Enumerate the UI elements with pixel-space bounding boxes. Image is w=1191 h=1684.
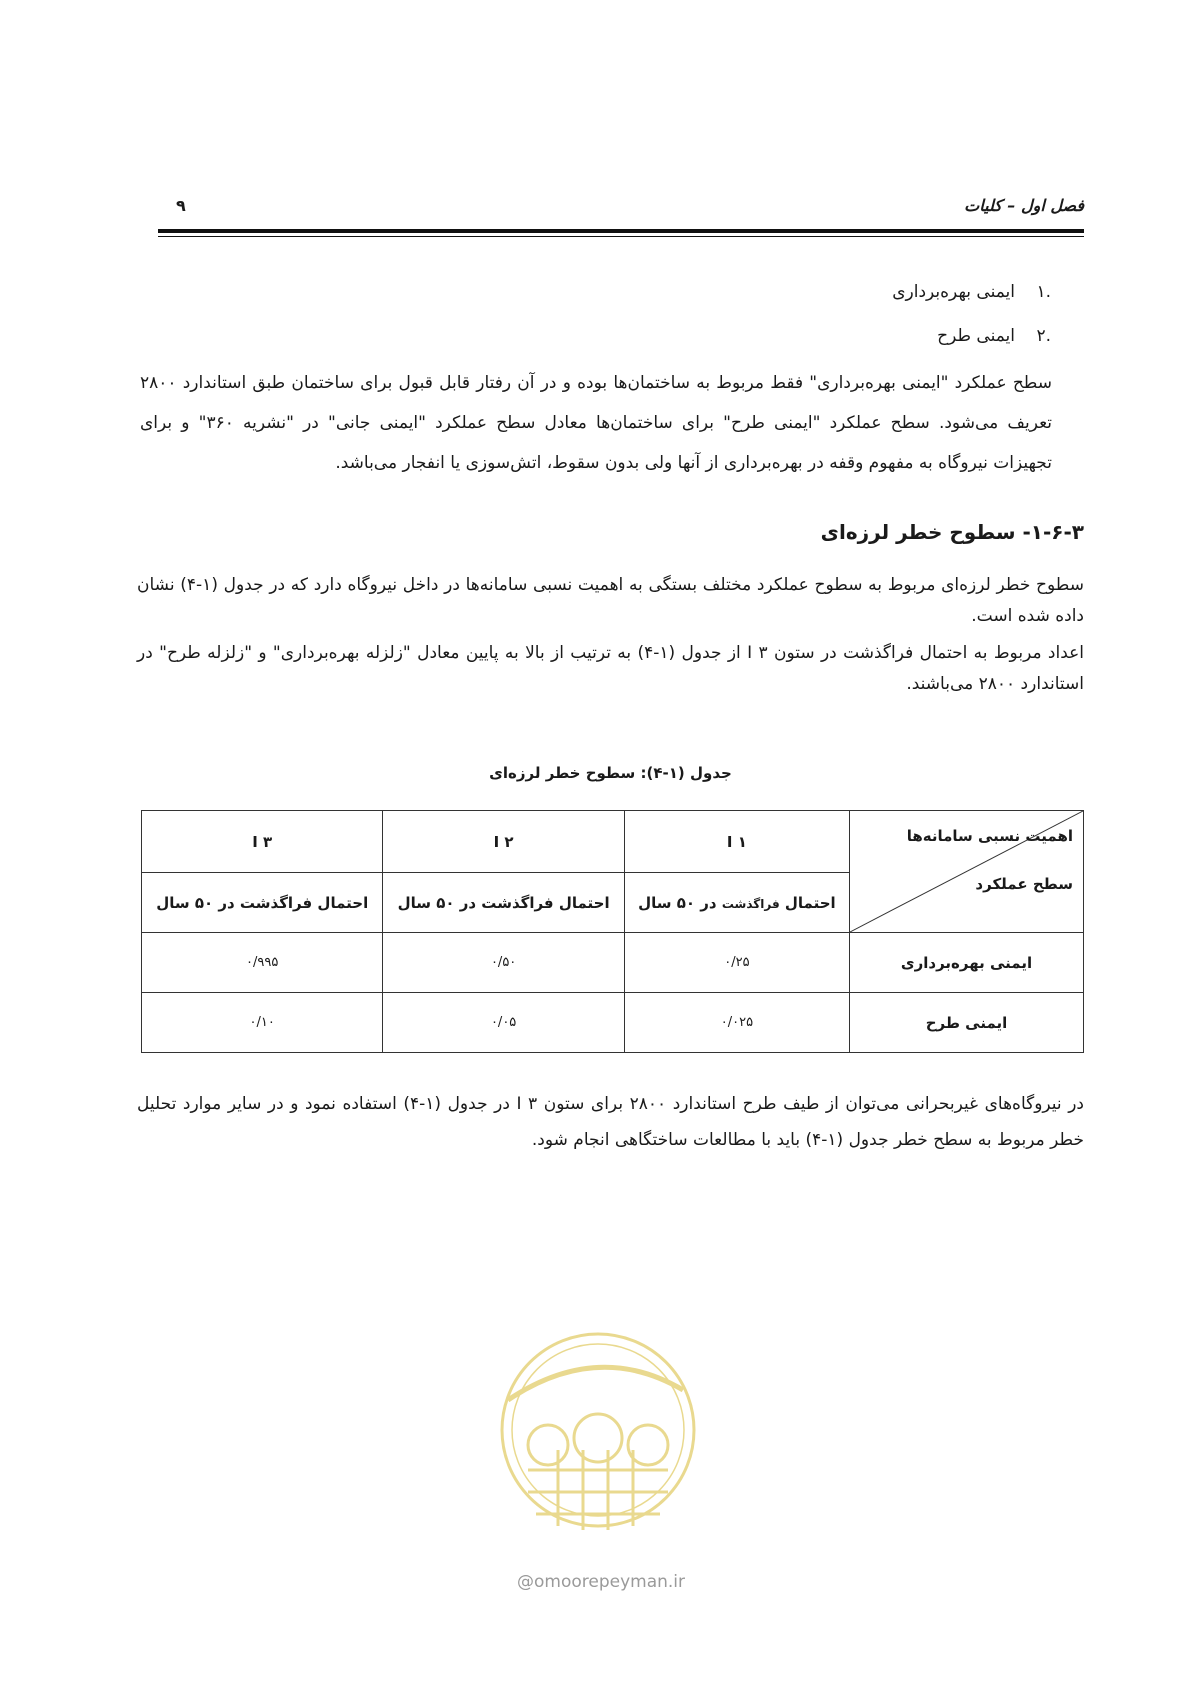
subheader-i3: احتمال فراگذشت در ۵۰ سال [142, 873, 383, 933]
hazard-levels-table [141, 810, 1084, 1053]
subheader-small-text: فراگذشت [721, 896, 780, 911]
corner-label-performance: سطح عملکرد [975, 875, 1073, 893]
table-row [142, 933, 1084, 993]
list-item-number: .۲ [1036, 326, 1051, 346]
subheader-i2: احتمال فراگذشت در ۵۰ سال [383, 873, 624, 933]
section-heading: ۱-۶-۳- سطوح خطر لرزه‌ای [820, 520, 1084, 544]
page-header [158, 196, 1084, 226]
table-cell: ۰/۱۰ [142, 993, 383, 1053]
paragraph-performance-levels: سطح عملکرد "ایمنی بهره‌برداری" فقط مربوط به ساختمان‌ها بوده و در آن رفتار قابل قبول برای ساختمان طبق استاندارد ۲۸۰۰ تعریف می‌شود. سطح عملکرد "ایمنی طرح" برای ساختمان‌ها معادل سطح عملکرد "ایمنی جانی" در "نشریه ۳۶۰" و برای تجهیزات نیروگاه به مفهوم وقفه در بهره‌برداری از آنها ولی بدون سقوط، اتش‌سوزی یا انفجار می‌باشد. [140, 373, 1053, 473]
paragraph-hazard-levels: سطوح خطر لرزه‌ای مربوط به سطوح عملکرد مختلف بستگی به اهمیت نسبی سامانه‌ها در داخل نیروگاه دارد که در جدول (۱-۴) نشان داده شده است. [137, 575, 1084, 626]
subheader-i1 [624, 873, 849, 933]
watermark-seal-icon [488, 1320, 708, 1550]
table-row [142, 993, 1084, 1053]
numbered-list [351, 282, 1051, 370]
page-number: ۹ [176, 196, 186, 215]
list-item-number: .۱ [1036, 282, 1051, 302]
table-cell: ۰/۵۰ [383, 933, 624, 993]
header-rule-thin [158, 236, 1084, 237]
header-rule-thick [158, 229, 1084, 233]
table-cell: ۰/۰۲۵ [624, 993, 849, 1053]
subheader-text: احتمال [779, 893, 836, 912]
table-cell: ۰/۹۹۵ [142, 933, 383, 993]
table-cell: ۰/۲۵ [624, 933, 849, 993]
list-item [351, 282, 1051, 326]
watermark-logo [488, 1320, 708, 1550]
column-header-i1: I ۱ [624, 811, 849, 873]
table-caption: جدول (۱-۴): سطوح خطر لرزه‌ای [489, 764, 732, 782]
column-header-i2: I ۲ [383, 811, 624, 873]
paragraph-exceedance: اعداد مربوط به احتمال فراگذشت در ستون I ۳ از جدول (۱-۴) به ترتیب از بالا به پایین معادل "زلزله بهره‌برداری" و "زلزله طرح" در استاندارد ۲۸۰۰ می‌باشند. [137, 643, 1084, 694]
paragraph-noncritical-plants: در نیروگاه‌های غیربحرانی می‌توان از طیف طرح استاندارد ۲۸۰۰ برای ستون I ۳ در جدول (۱-۴) استفاده نمود و در سایر موارد تحلیل خطر مربوط به سطح خطر جدول (۱-۴) باید با مطالعات ساختگاهی انجام شود. [137, 1094, 1084, 1150]
chapter-title: فصل اول – کلیات [964, 196, 1084, 215]
subheader-text: در ۵۰ سال [638, 893, 722, 912]
corner-label-importance: اهمیت نسبی سامانه‌ها [906, 827, 1073, 845]
watermark-website: @omoorepeyman.ir [516, 1572, 686, 1592]
list-item-text: ایمنی طرح [937, 326, 1015, 346]
column-header-i3: I ۳ [142, 811, 383, 873]
table-cell: ۰/۰۵ [383, 993, 624, 1053]
row-label: ایمنی بهره‌برداری [850, 933, 1084, 993]
row-label: ایمنی طرح [850, 993, 1084, 1053]
table-header-row [142, 811, 1084, 873]
table-corner-cell [850, 811, 1084, 933]
list-item-text: ایمنی بهره‌برداری [892, 282, 1015, 302]
